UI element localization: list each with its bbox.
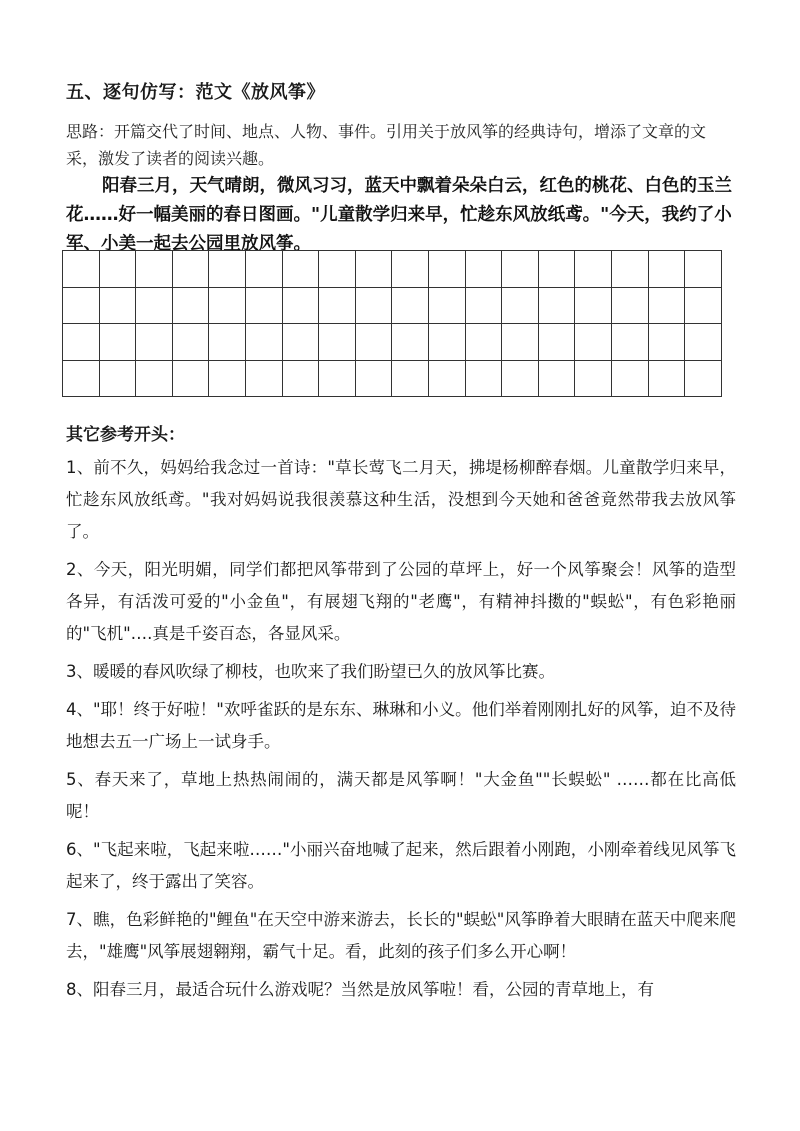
grid-cell[interactable] <box>611 324 648 361</box>
grid-cell[interactable] <box>392 360 429 397</box>
grid-cell[interactable] <box>648 360 685 397</box>
grid-row <box>63 360 722 397</box>
grid-cell[interactable] <box>172 251 209 288</box>
grid-row <box>63 251 722 288</box>
grid-cell[interactable] <box>99 324 136 361</box>
list-item: 3、暖暖的春风吹绿了柳枝，也吹来了我们盼望已久的放风筝比赛。 <box>66 662 555 681</box>
grid-cell[interactable] <box>648 251 685 288</box>
grid-cell[interactable] <box>428 360 465 397</box>
grid-cell[interactable] <box>648 324 685 361</box>
grid-cell[interactable] <box>685 251 722 288</box>
section-title: 五、逐句仿写：范文《放风筝》 <box>66 82 325 103</box>
grid-cell[interactable] <box>319 360 356 397</box>
grid-cell[interactable] <box>319 287 356 324</box>
grid-cell[interactable] <box>319 251 356 288</box>
grid-cell[interactable] <box>502 287 539 324</box>
grid-cell[interactable] <box>465 324 502 361</box>
grid-cell[interactable] <box>392 251 429 288</box>
grid-cell[interactable] <box>245 287 282 324</box>
grid-cell[interactable] <box>209 251 246 288</box>
grid-cell[interactable] <box>575 251 612 288</box>
grid-cell[interactable] <box>502 251 539 288</box>
grid-cell[interactable] <box>685 360 722 397</box>
grid-cell[interactable] <box>282 287 319 324</box>
other-openings-title: 其它参考开头： <box>66 425 185 445</box>
grid-cell[interactable] <box>63 360 100 397</box>
grid-cell[interactable] <box>502 324 539 361</box>
grid-cell[interactable] <box>538 287 575 324</box>
grid-cell[interactable] <box>282 360 319 397</box>
grid-row <box>63 287 722 324</box>
grid-cell[interactable] <box>63 287 100 324</box>
thinking-note: 思路：开篇交代了时间、地点、人物、事件。引用关于放风筝的经典诗句，增添了文章的文采，激发了读者的阅读兴趣。 <box>66 122 707 168</box>
grid-cell[interactable] <box>355 251 392 288</box>
grid-cell[interactable] <box>245 360 282 397</box>
grid-cell[interactable] <box>99 287 136 324</box>
grid-cell[interactable] <box>502 360 539 397</box>
grid-row <box>63 324 722 361</box>
grid-cell[interactable] <box>63 251 100 288</box>
grid-cell[interactable] <box>245 324 282 361</box>
grid-cell[interactable] <box>392 287 429 324</box>
grid-cell[interactable] <box>99 251 136 288</box>
grid-cell[interactable] <box>392 324 429 361</box>
grid-cell[interactable] <box>538 360 575 397</box>
grid-cell[interactable] <box>685 324 722 361</box>
grid-cell[interactable] <box>136 251 173 288</box>
grid-cell[interactable] <box>245 251 282 288</box>
grid-cell[interactable] <box>136 360 173 397</box>
grid-cell[interactable] <box>648 287 685 324</box>
grid-cell[interactable] <box>465 287 502 324</box>
grid-cell[interactable] <box>611 360 648 397</box>
grid-cell[interactable] <box>611 251 648 288</box>
grid-cell[interactable] <box>685 287 722 324</box>
grid-cell[interactable] <box>575 360 612 397</box>
grid-cell[interactable] <box>282 251 319 288</box>
reference-list <box>66 452 736 1012</box>
grid-cell[interactable] <box>575 287 612 324</box>
grid-cell[interactable] <box>136 324 173 361</box>
list-item: 6、"飞起来啦，飞起来啦……"小丽兴奋地喊了起来，然后跟着小刚跑，小刚牵着线见风筝飞起来了，终于露出了笑容。 <box>66 840 736 891</box>
grid-cell[interactable] <box>538 324 575 361</box>
grid-cell[interactable] <box>465 251 502 288</box>
grid-cell[interactable] <box>99 360 136 397</box>
grid-cell[interactable] <box>355 287 392 324</box>
grid-cell[interactable] <box>428 251 465 288</box>
grid-cell[interactable] <box>428 287 465 324</box>
grid-cell[interactable] <box>575 324 612 361</box>
grid-cell[interactable] <box>209 287 246 324</box>
list-item: 1、前不久，妈妈给我念过一首诗："草长莺飞二月天，拂堤杨柳醉春烟。儿童散学归来早，忙趁东风放纸鸢。"我对妈妈说我很羡慕这种生活，没想到今天她和爸爸竟然带我去放风筝了。 <box>66 458 736 541</box>
list-item: 7、瞧，色彩鲜艳的"鲤鱼"在天空中游来游去，长长的"蜈蚣"风筝睁着大眼睛在蓝天中爬来爬去，"雄鹰"风筝展翅翱翔，霸气十足。看，此刻的孩子们多么开心啊！ <box>66 910 736 961</box>
grid-cell[interactable] <box>63 324 100 361</box>
grid-cell[interactable] <box>611 287 648 324</box>
writing-grid <box>62 250 722 397</box>
grid-cell[interactable] <box>172 324 209 361</box>
grid-cell[interactable] <box>355 360 392 397</box>
grid-cell[interactable] <box>355 324 392 361</box>
grid-cell[interactable] <box>538 251 575 288</box>
grid-cell[interactable] <box>136 287 173 324</box>
grid-cell[interactable] <box>465 360 502 397</box>
grid-cell[interactable] <box>319 324 356 361</box>
grid-cell[interactable] <box>209 360 246 397</box>
model-paragraph: 阳春三月，天气晴朗，微风习习，蓝天中飘着朵朵白云，红色的桃花、白色的玉兰花……好一幅美丽的春日图画。"儿童散学归来早，忙趁东风放纸鸢。"今天，我约了小军、小美一起去公园里放风筝。 <box>66 176 732 254</box>
grid-cell[interactable] <box>172 287 209 324</box>
list-item: 2、今天，阳光明媚，同学们都把风筝带到了公园的草坪上，好一个风筝聚会！风筝的造型各异，有活泼可爱的"小金鱼"，有展翅飞翔的"老鹰"，有精神抖擞的"蜈蚣"，有色彩艳丽的"飞机"….真是千姿百态，各显风采。 <box>66 560 736 643</box>
grid-cell[interactable] <box>282 324 319 361</box>
grid-cell[interactable] <box>428 324 465 361</box>
list-item: 8、阳春三月，最适合玩什么游戏呢？当然是放风筝啦！看，公园的青草地上，有 <box>66 980 654 999</box>
list-item: 4、"耶！终于好啦！"欢呼雀跃的是东东、琳琳和小义。他们举着刚刚扎好的风筝，迫不及待地想去五一广场上一试身手。 <box>66 700 736 751</box>
grid-cell[interactable] <box>209 324 246 361</box>
list-item: 5、春天来了，草地上热热闹闹的，满天都是风筝啊！"大金鱼""长蜈蚣" ……都在比高低呢！ <box>66 770 736 821</box>
grid-cell[interactable] <box>172 360 209 397</box>
